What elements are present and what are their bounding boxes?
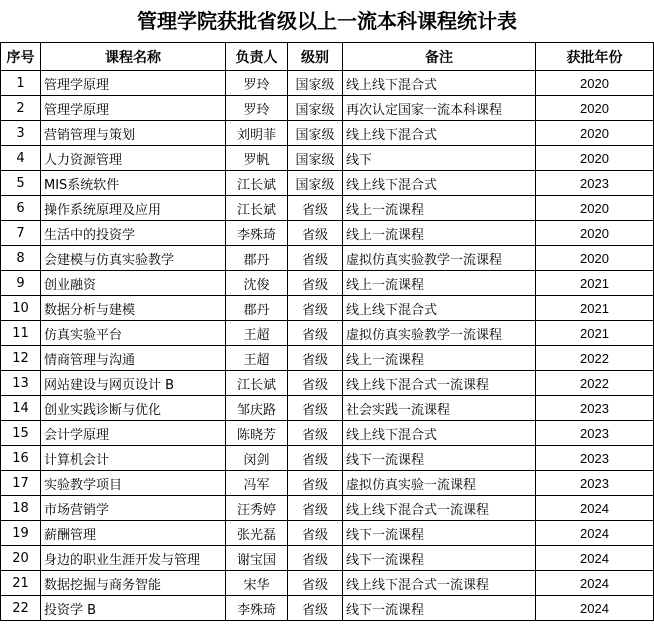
cell-note: 虚拟仿真实验教学一流课程 <box>343 321 536 346</box>
cell-note: 虚拟仿真实验一流课程 <box>343 471 536 496</box>
table-title: 管理学院获批省级以上一流本科课程统计表 <box>137 9 517 33</box>
cell-note: 再次认定国家一流本科课程 <box>343 96 536 121</box>
table-row <box>1 396 654 421</box>
cell-owner: 陈晓芳 <box>226 421 288 446</box>
cell-level: 国家级 <box>288 146 343 171</box>
cell-owner: 汪秀婷 <box>226 496 288 521</box>
cell-owner: 刘明菲 <box>226 121 288 146</box>
table-row <box>1 371 654 396</box>
cell-no: 7 <box>1 221 41 246</box>
table-row <box>1 171 654 196</box>
cell-level: 省级 <box>288 571 343 596</box>
cell-note: 线上线下混合式一流课程 <box>343 371 536 396</box>
table-row <box>1 271 654 296</box>
cell-no: 10 <box>1 296 41 321</box>
cell-course-name: 身边的职业生涯开发与管理 <box>41 546 226 571</box>
table-row <box>1 421 654 446</box>
cell-course-name: 数据分析与建模 <box>41 296 226 321</box>
cell-year: 2022 <box>536 371 654 396</box>
cell-note: 线上线下混合式 <box>343 421 536 446</box>
cell-level: 省级 <box>288 396 343 421</box>
cell-no: 19 <box>1 521 41 546</box>
cell-course-name: 数据挖掘与商务智能 <box>41 571 226 596</box>
cell-no: 3 <box>1 121 41 146</box>
cell-course-name: 薪酬管理 <box>41 521 226 546</box>
cell-note: 线上线下混合式 <box>343 296 536 321</box>
cell-level: 省级 <box>288 371 343 396</box>
cell-no: 9 <box>1 271 41 296</box>
cell-level: 省级 <box>288 496 343 521</box>
cell-note: 线上线下混合式一流课程 <box>343 571 536 596</box>
cell-note: 线上线下混合式 <box>343 121 536 146</box>
cell-course-name: 投资学 B <box>41 596 226 621</box>
cell-owner: 李殊琦 <box>226 221 288 246</box>
cell-note: 线下一流课程 <box>343 446 536 471</box>
header-year: 获批年份 <box>536 43 654 71</box>
cell-owner: 罗玲 <box>226 71 288 96</box>
cell-no: 17 <box>1 471 41 496</box>
cell-no: 14 <box>1 396 41 421</box>
cell-course-name: 操作系统原理及应用 <box>41 196 226 221</box>
cell-year: 2023 <box>536 446 654 471</box>
cell-course-name: 人力资源管理 <box>41 146 226 171</box>
cell-note: 线下一流课程 <box>343 596 536 621</box>
cell-year: 2022 <box>536 346 654 371</box>
cell-no: 16 <box>1 446 41 471</box>
cell-note: 线上一流课程 <box>343 196 536 221</box>
cell-owner: 江长斌 <box>226 371 288 396</box>
cell-course-name: 计算机会计 <box>41 446 226 471</box>
cell-level: 省级 <box>288 221 343 246</box>
cell-year: 2023 <box>536 171 654 196</box>
table-row <box>1 521 654 546</box>
cell-course-name: 创业融资 <box>41 271 226 296</box>
cell-no: 20 <box>1 546 41 571</box>
cell-level: 省级 <box>288 521 343 546</box>
cell-course-name: 网站建设与网页设计 B <box>41 371 226 396</box>
table-body <box>1 71 654 621</box>
cell-no: 18 <box>1 496 41 521</box>
cell-no: 22 <box>1 596 41 621</box>
cell-year: 2024 <box>536 596 654 621</box>
course-table <box>0 42 654 621</box>
cell-year: 2023 <box>536 421 654 446</box>
cell-note: 线下一流课程 <box>343 546 536 571</box>
cell-owner: 王超 <box>226 321 288 346</box>
cell-year: 2024 <box>536 546 654 571</box>
cell-note: 线下 <box>343 146 536 171</box>
cell-owner: 王超 <box>226 346 288 371</box>
cell-year: 2020 <box>536 246 654 271</box>
cell-level: 省级 <box>288 421 343 446</box>
cell-year: 2020 <box>536 146 654 171</box>
cell-course-name: 管理学原理 <box>41 71 226 96</box>
cell-year: 2024 <box>536 571 654 596</box>
cell-note: 虚拟仿真实验教学一流课程 <box>343 246 536 271</box>
cell-no: 8 <box>1 246 41 271</box>
cell-no: 1 <box>1 71 41 96</box>
table-row <box>1 596 654 621</box>
cell-level: 省级 <box>288 596 343 621</box>
cell-year: 2023 <box>536 396 654 421</box>
cell-course-name: 市场营销学 <box>41 496 226 521</box>
cell-course-name: 生活中的投资学 <box>41 221 226 246</box>
cell-year: 2020 <box>536 71 654 96</box>
header-name: 课程名称 <box>41 43 226 71</box>
table-row <box>1 571 654 596</box>
table-row <box>1 221 654 246</box>
cell-no: 11 <box>1 321 41 346</box>
cell-no: 21 <box>1 571 41 596</box>
cell-level: 省级 <box>288 546 343 571</box>
cell-year: 2021 <box>536 271 654 296</box>
cell-no: 4 <box>1 146 41 171</box>
cell-note: 线上线下混合式 <box>343 171 536 196</box>
cell-owner: 冯军 <box>226 471 288 496</box>
cell-level: 省级 <box>288 471 343 496</box>
cell-no: 6 <box>1 196 41 221</box>
cell-note: 线上线下混合式一流课程 <box>343 496 536 521</box>
cell-level: 国家级 <box>288 171 343 196</box>
cell-no: 12 <box>1 346 41 371</box>
cell-note: 线上一流课程 <box>343 221 536 246</box>
cell-owner: 宋华 <box>226 571 288 596</box>
cell-owner: 郡丹 <box>226 296 288 321</box>
cell-owner: 张光磊 <box>226 521 288 546</box>
table-row <box>1 321 654 346</box>
table-row <box>1 121 654 146</box>
cell-owner: 江长斌 <box>226 196 288 221</box>
cell-no: 2 <box>1 96 41 121</box>
cell-level: 省级 <box>288 296 343 321</box>
table-row <box>1 446 654 471</box>
table-row <box>1 146 654 171</box>
cell-note: 社会实践一流课程 <box>343 396 536 421</box>
cell-course-name: 实验教学项目 <box>41 471 226 496</box>
cell-owner: 郡丹 <box>226 246 288 271</box>
cell-note: 线上线下混合式 <box>343 71 536 96</box>
cell-year: 2020 <box>536 221 654 246</box>
cell-year: 2020 <box>536 196 654 221</box>
cell-year: 2024 <box>536 521 654 546</box>
cell-note: 线上一流课程 <box>343 271 536 296</box>
table-row <box>1 296 654 321</box>
cell-course-name: 情商管理与沟通 <box>41 346 226 371</box>
table-row <box>1 71 654 96</box>
cell-course-name: 会计学原理 <box>41 421 226 446</box>
cell-course-name: 创业实践诊断与优化 <box>41 396 226 421</box>
cell-course-name: MIS系统软件 <box>41 171 226 196</box>
cell-owner: 闵剑 <box>226 446 288 471</box>
header-owner: 负责人 <box>226 43 288 71</box>
cell-owner: 罗玲 <box>226 96 288 121</box>
cell-owner: 罗帆 <box>226 146 288 171</box>
cell-level: 国家级 <box>288 96 343 121</box>
cell-year: 2020 <box>536 121 654 146</box>
cell-level: 国家级 <box>288 121 343 146</box>
header-no: 序号 <box>1 43 41 71</box>
cell-year: 2024 <box>536 496 654 521</box>
table-row <box>1 246 654 271</box>
header-note: 备注 <box>343 43 536 71</box>
cell-course-name: 管理学原理 <box>41 96 226 121</box>
header-level: 级别 <box>288 43 343 71</box>
cell-no: 5 <box>1 171 41 196</box>
cell-course-name: 营销管理与策划 <box>41 121 226 146</box>
cell-year: 2023 <box>536 471 654 496</box>
cell-year: 2021 <box>536 321 654 346</box>
cell-level: 省级 <box>288 246 343 271</box>
cell-owner: 邹庆路 <box>226 396 288 421</box>
cell-level: 省级 <box>288 271 343 296</box>
cell-note: 线上一流课程 <box>343 346 536 371</box>
table-row <box>1 546 654 571</box>
cell-level: 省级 <box>288 346 343 371</box>
cell-owner: 李殊琦 <box>226 596 288 621</box>
table-row <box>1 96 654 121</box>
cell-course-name: 仿真实验平台 <box>41 321 226 346</box>
cell-year: 2021 <box>536 296 654 321</box>
table-row <box>1 346 654 371</box>
cell-level: 省级 <box>288 196 343 221</box>
header-row <box>1 43 654 71</box>
cell-level: 国家级 <box>288 71 343 96</box>
cell-no: 15 <box>1 421 41 446</box>
cell-owner: 谢宝国 <box>226 546 288 571</box>
cell-note: 线下一流课程 <box>343 521 536 546</box>
cell-course-name: 会建模与仿真实验教学 <box>41 246 226 271</box>
cell-no: 13 <box>1 371 41 396</box>
cell-year: 2020 <box>536 96 654 121</box>
cell-owner: 沈俊 <box>226 271 288 296</box>
table-row <box>1 496 654 521</box>
table-row <box>1 196 654 221</box>
table-row <box>1 471 654 496</box>
cell-level: 省级 <box>288 321 343 346</box>
cell-owner: 江长斌 <box>226 171 288 196</box>
cell-level: 省级 <box>288 446 343 471</box>
